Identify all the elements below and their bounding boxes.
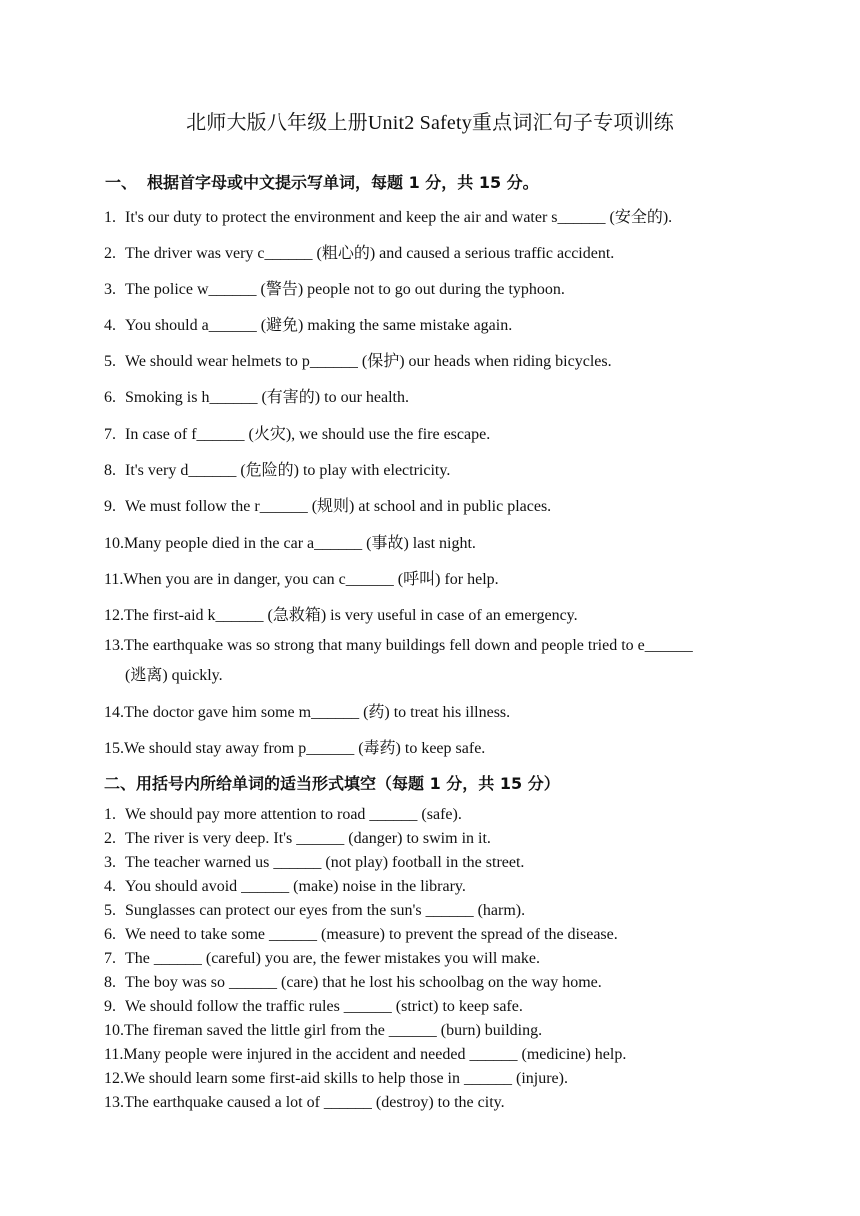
list-item bbox=[104, 876, 754, 898]
item-number: 12. bbox=[104, 607, 124, 624]
list-item bbox=[104, 351, 754, 373]
item-text: We should pay more attention to road ______ (safe). bbox=[125, 806, 462, 823]
item-number: 12. bbox=[104, 1070, 124, 1087]
list-item bbox=[104, 569, 754, 591]
item-number: 14. bbox=[104, 704, 124, 721]
list-item bbox=[104, 279, 754, 301]
item-number: 8. bbox=[104, 974, 116, 991]
item-text: The doctor gave him some m______ (药) to treat his illness. bbox=[124, 704, 511, 721]
list-item bbox=[104, 1044, 754, 1066]
list-item bbox=[104, 702, 754, 724]
item-text: You should avoid ______ (make) noise in the library. bbox=[125, 878, 466, 895]
item-text: You should a______ (避免) making the same mistake again. bbox=[125, 317, 513, 334]
item-text: Many people died in the car a______ (事故) last night. bbox=[124, 535, 476, 552]
item-text: It's our duty to protect the environment and keep the air and water s______ (安全的). bbox=[125, 209, 673, 226]
item-number: 10. bbox=[104, 535, 124, 552]
list-item bbox=[104, 1068, 754, 1090]
item-number: 6. bbox=[104, 389, 116, 406]
item-text: We should follow the traffic rules ______ (strict) to keep safe. bbox=[125, 998, 523, 1015]
list-item bbox=[104, 996, 754, 1018]
document-title: 北师大版八年级上册Unit2 Safety重点词汇句子专项训练 bbox=[186, 112, 674, 134]
item-text: We must follow the r______ (规则) at school and in public places. bbox=[125, 498, 552, 515]
item-number: 11. bbox=[104, 1046, 124, 1063]
item-number: 11. bbox=[104, 571, 124, 588]
item-text: We should learn some first-aid skills to help those in ______ (injure). bbox=[124, 1070, 568, 1087]
item-number: 7. bbox=[104, 426, 116, 443]
section-1-heading bbox=[105, 172, 539, 194]
item-text: The police w______ (警告) people not to go out during the typhoon. bbox=[125, 281, 565, 298]
section-1-number: 一、 bbox=[105, 173, 138, 192]
item-text: When you are in danger, you can c______ (呼叫) for help. bbox=[123, 571, 499, 588]
item-number: 10. bbox=[104, 1022, 124, 1039]
list-item bbox=[104, 900, 754, 922]
item-number: 4. bbox=[104, 317, 116, 334]
list-item bbox=[104, 1092, 754, 1114]
item-text: The driver was very c______ (粗心的) and caused a serious traffic accident. bbox=[125, 245, 615, 262]
item-text: The earthquake caused a lot of ______ (destroy) to the city. bbox=[124, 1094, 505, 1111]
list-item bbox=[104, 828, 754, 850]
item-text: Many people were injured in the accident and needed ______ (medicine) help. bbox=[123, 1046, 627, 1063]
item-number: 5. bbox=[104, 353, 116, 370]
item-number: 2. bbox=[104, 830, 116, 847]
item-text: The first-aid k______ (急救箱) is very useful in case of an emergency. bbox=[124, 607, 578, 624]
item-text: We need to take some ______ (measure) to prevent the spread of the disease. bbox=[125, 926, 618, 943]
item-text: Sunglasses can protect our eyes from the sun's ______ (harm). bbox=[125, 902, 526, 919]
item-text: The teacher warned us ______ (not play) football in the street. bbox=[125, 854, 525, 871]
section-1-title: 根据首字母或中文提示写单词，每题 1 分，共 15 分。 bbox=[147, 173, 539, 192]
item-text: The ______ (careful) you are, the fewer mistakes you will make. bbox=[125, 950, 540, 967]
section-2-number: 二、 bbox=[104, 774, 137, 793]
item-text: The earthquake was so strong that many buildings fell down and people tried to e______ bbox=[124, 637, 693, 654]
item-text: We should wear helmets to p______ (保护) our heads when riding bicycles. bbox=[125, 353, 612, 370]
item-text: We should stay away from p______ (毒药) to keep safe. bbox=[124, 740, 486, 757]
item-text: In case of f______ (火灾), we should use the fire escape. bbox=[125, 426, 491, 443]
list-item-continuation: (逃离) quickly. bbox=[125, 667, 223, 684]
item-number: 5. bbox=[104, 902, 116, 919]
list-item bbox=[104, 533, 754, 555]
item-number: 9. bbox=[104, 498, 116, 515]
section-2-heading bbox=[104, 773, 560, 795]
item-number: 15. bbox=[104, 740, 124, 757]
item-number: 13. bbox=[104, 637, 124, 654]
item-text: It's very d______ (危险的) to play with electricity. bbox=[125, 462, 451, 479]
list-item bbox=[104, 424, 754, 446]
item-number: 9. bbox=[104, 998, 116, 1015]
list-item bbox=[104, 635, 754, 657]
list-item bbox=[104, 804, 754, 826]
item-number: 1. bbox=[104, 806, 116, 823]
item-number: 8. bbox=[104, 462, 116, 479]
item-number: 3. bbox=[104, 854, 116, 871]
item-text: The fireman saved the little girl from the ______ (burn) building. bbox=[124, 1022, 543, 1039]
item-text: The river is very deep. It's ______ (danger) to swim in it. bbox=[125, 830, 491, 847]
list-item bbox=[104, 1020, 754, 1042]
item-number: 7. bbox=[104, 950, 116, 967]
list-item bbox=[104, 972, 754, 994]
list-item bbox=[104, 315, 754, 337]
list-item bbox=[104, 605, 754, 627]
list-item bbox=[104, 948, 754, 970]
list-item bbox=[104, 460, 754, 482]
item-number: 3. bbox=[104, 281, 116, 298]
item-number: 1. bbox=[104, 209, 116, 226]
item-number: 2. bbox=[104, 245, 116, 262]
item-number: 4. bbox=[104, 878, 116, 895]
list-item bbox=[104, 738, 754, 760]
item-text: Smoking is h______ (有害的) to our health. bbox=[125, 389, 409, 406]
item-text: The boy was so ______ (care) that he lost his schoolbag on the way home. bbox=[125, 974, 602, 991]
list-item bbox=[104, 387, 754, 409]
item-number: 13. bbox=[104, 1094, 124, 1111]
list-item bbox=[104, 496, 754, 518]
list-item bbox=[104, 852, 754, 874]
section-2-title: 用括号内所给单词的适当形式填空（每题 1 分，共 15 分） bbox=[136, 774, 560, 793]
list-item bbox=[104, 243, 754, 265]
item-number: 6. bbox=[104, 926, 116, 943]
list-item bbox=[104, 924, 754, 946]
list-item bbox=[104, 207, 754, 229]
